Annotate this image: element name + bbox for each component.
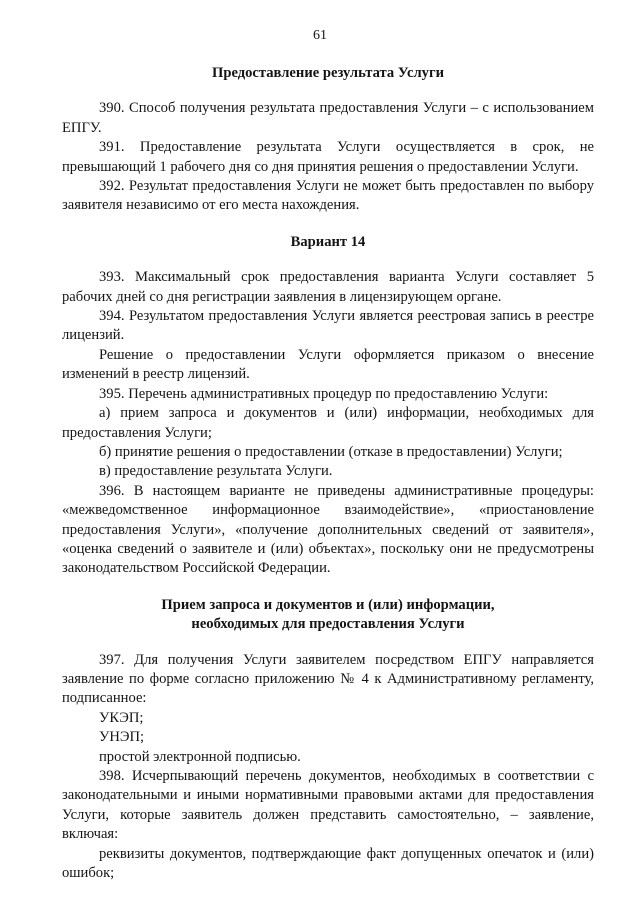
paragraph-392: 392. Результат предоставления Услуги не может быть предоставлен по выбору заявителя независимо от его места нахождения. <box>62 178 594 214</box>
paragraph-397: 397. Для получения Услуги заявителем посредством ЕПГУ направляется заявление по форме согласно приложению № 4 к Административному регламенту, подписанное: <box>62 651 594 707</box>
paragraph-decision: Решение о предоставлении Услуги оформляется приказом о внесение изменений в реестр лицензий. <box>62 346 594 383</box>
section-heading-variant: Вариант 14 <box>290 233 366 250</box>
section-heading-result: Предоставление результата Услуги <box>212 65 444 81</box>
signature-type-ukep: УКЭП; <box>99 709 144 726</box>
paragraph-394: 394. Результатом предоставления Услуги является реестровая запись в реестре лицензий. <box>62 308 594 344</box>
paragraph-396: 396. В настоящем варианте не приведены административные процедуры: «межведомственное информационное взаимодействие», «приостановление предоставления Услуги», «получение дополнительных сведений от заявителя», «оценка сведений о заявителе и (или) объектах», поскольку они не предусмотрены законодательством Российской Федерации. <box>62 482 594 577</box>
list-item-v: в) предоставление результата Услуги. <box>99 463 333 480</box>
signature-type-unep: УНЭП; <box>99 729 145 746</box>
page-number: 61 <box>313 28 327 43</box>
paragraph-requisites: реквизиты документов, подтверждающие факт допущенных опечаток и (или) ошибок; <box>62 845 594 882</box>
section-heading-request-line2: необходимых для предоставления Услуги <box>191 616 465 633</box>
signature-type-simple: простой электронной подписью. <box>99 748 301 765</box>
paragraph-391: 391. Предоставление результата Услуги осуществляется в срок, не превышающий 1 рабочего дня со дня принятия решения о предоставлении Услуги. <box>62 139 594 175</box>
paragraph-390: 390. Способ получения результата предоставления Услуги – с использованием ЕПГУ. <box>62 100 594 136</box>
list-item-a: а) прием запроса и документов и (или) информации, необходимых для предоставления Услуги; <box>62 405 594 441</box>
paragraph-393: 393. Максимальный срок предоставления варианта Услуги составляет 5 рабочих дней со дня регистрации заявления в лицензирующем органе. <box>62 269 594 305</box>
document-body <box>62 64 594 883</box>
list-item-b: б) принятие решения о предоставлении (отказе в предоставлении) Услуги; <box>99 443 563 460</box>
paragraph-395: 395. Перечень административных процедур по предоставлению Услуги: <box>99 385 549 402</box>
section-heading-request-line1: Прием запроса и документов и (или) информации, <box>161 596 495 613</box>
paragraph-398: 398. Исчерпывающий перечень документов, необходимых в соответствии с законодательными и иными нормативными правовыми актами для предоставления Услуги, которые заявитель должен представить самостоятельно, – заявление, включая: <box>62 768 594 843</box>
